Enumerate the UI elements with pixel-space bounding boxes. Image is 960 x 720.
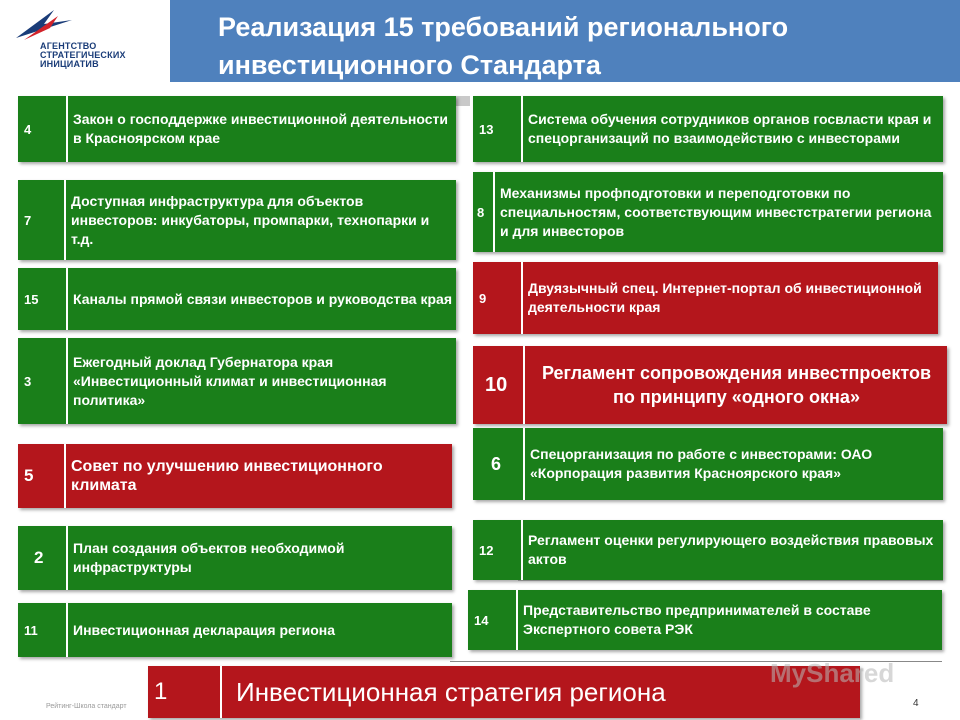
requirement-text: Представительство предпринимателей в составе Экспертного совета РЭК [523,602,871,637]
requirement-number: 6 [473,428,525,500]
requirement-number: 5 [18,444,66,508]
requirement-box-7[interactable] [18,180,456,260]
requirement-box-3[interactable] [18,338,456,424]
requirement-number: 3 [18,338,68,424]
requirement-text: Спецорганизация по работе с инвесторами: ОАО «Корпорация развития Красноярского края» [530,446,873,481]
requirement-number: 1 [148,666,222,718]
requirement-number: 15 [18,268,68,330]
logo-arrow-icon [14,6,74,42]
requirement-text: Регламент оценки регулирующего воздействия правовых актов [528,532,934,567]
requirement-box-6[interactable] [473,428,943,500]
requirement-number: 13 [473,96,523,162]
requirement-text: Механизмы профподготовки и переподготовки по специальностям, соответствующим инвестстратегии региона и для инвесторов [500,184,932,239]
requirement-box-4[interactable] [18,96,456,162]
requirement-box-5[interactable] [18,444,452,508]
requirement-text: Доступная инфраструктура для объектов инвесторов: инкубаторы, промпарки, технопарки и т.д. [71,192,430,247]
requirement-number: 10 [473,346,525,424]
page-title: Реализация 15 требований регионального инвестиционного Стандарта [218,12,789,80]
separator-line [518,580,943,581]
requirement-number: 9 [473,262,523,334]
requirement-text: Ежегодный доклад Губернатора края «Инвестиционный климат и инвестиционная политика» [73,353,387,408]
requirement-text: Двуязычный спец. Интернет-портал об инвестиционной деятельности края [523,262,938,334]
watermark-text: MyShared [770,658,895,688]
requirement-box-13[interactable] [473,96,943,162]
logo-text: АГЕНТСТВО СТРАТЕГИЧЕСКИХ ИНИЦИАТИВ [40,41,126,69]
requirement-box-1[interactable] [148,666,860,718]
requirement-box-15[interactable] [18,268,456,330]
requirement-number: 7 [18,180,66,260]
requirement-text: Закон о господдержке инвестиционной деятельности в Красноярском крае [73,111,448,146]
requirement-number: 2 [18,526,68,590]
page-number: 4 [913,698,919,709]
requirement-box-8[interactable] [473,172,943,252]
requirement-text: План создания объектов необходимой инфраструктуры [73,540,345,575]
requirement-text: Система обучения сотрудников органов госвласти края и спецорганизаций по взаимодействию с инвесторами [528,111,932,146]
requirement-box-14[interactable] [468,590,942,650]
decorative-strip [456,96,470,106]
agency-logo [0,0,170,82]
requirement-box-9[interactable] [473,262,938,334]
requirement-box-2[interactable] [18,526,452,590]
requirement-box-10[interactable] [473,346,947,424]
requirement-number: 8 [473,172,495,252]
requirement-text: Каналы прямой связи инвесторов и руководства края [73,290,452,307]
requirement-text: Инвестиционная стратегия региона [222,666,860,718]
requirement-box-12[interactable] [473,520,943,580]
requirement-number: 11 [18,603,68,657]
requirement-number: 14 [468,590,518,650]
requirement-text: Регламент сопровождения инвестпроектов по принципу «одного окна» [525,346,947,424]
requirement-box-11[interactable] [18,603,452,657]
requirement-text: Инвестиционная декларация региона [73,621,336,638]
footer-text: Рейтинг-Школа стандарт [46,703,127,710]
requirement-number: 4 [18,96,68,162]
requirement-text: Совет по улучшению инвестиционного климата [66,444,452,508]
requirement-number: 12 [473,520,523,580]
